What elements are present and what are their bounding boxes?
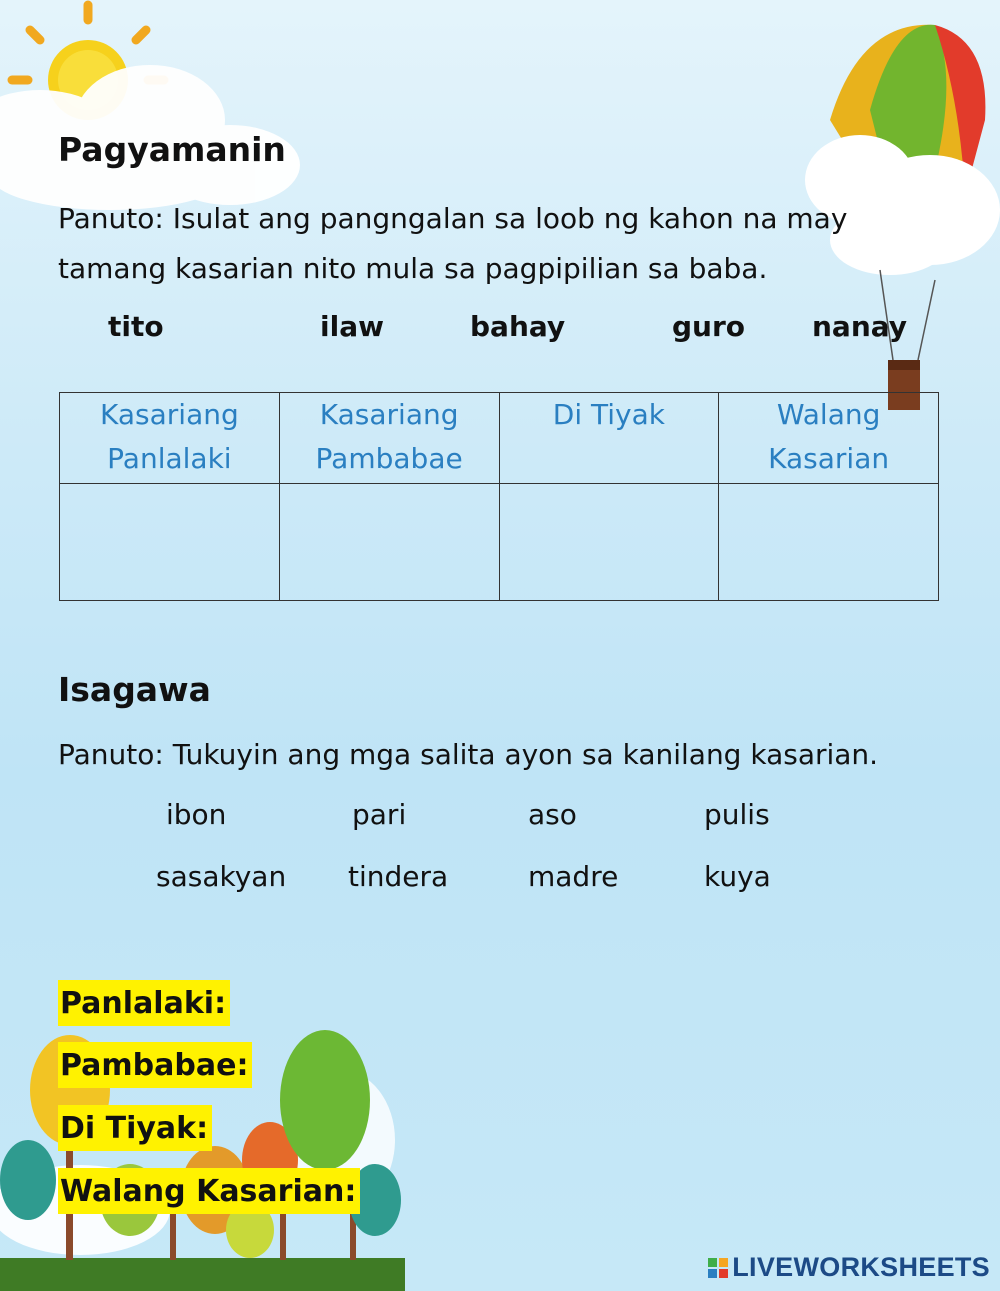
isagawa-word: madre	[528, 860, 619, 893]
isagawa-word: aso	[528, 798, 577, 831]
table-header-row	[60, 393, 939, 484]
drop-zone-walang-kasarian[interactable]	[719, 484, 939, 601]
word-choice[interactable]: ilaw	[320, 310, 384, 343]
drop-zone-pambabae[interactable]	[279, 484, 499, 601]
drop-zone-di-tiyak[interactable]	[499, 484, 719, 601]
header-kasariang-panlalaki: Kasariang Panlalaki	[60, 393, 280, 484]
liveworksheets-logo	[708, 1252, 990, 1283]
word-choice[interactable]: nanay	[812, 310, 908, 343]
brand-text: LIVEWORKSHEETS	[732, 1252, 990, 1282]
header-walang-kasarian: Walang Kasarian	[719, 393, 939, 484]
isagawa-word: tindera	[348, 860, 449, 893]
answer-label-panlalaki: Panlalaki:	[58, 980, 230, 1026]
answer-label-pambabae: Pambabae:	[58, 1042, 252, 1088]
instruction-line-2: tamang kasarian nito mula sa pagpipilian sa baba.	[58, 252, 768, 285]
liveworksheets-logo-icon	[708, 1258, 728, 1278]
isagawa-instruction: Panuto: Tukuyin ang mga salita ayon sa kanilang kasarian.	[58, 738, 879, 771]
word-choice[interactable]: bahay	[470, 310, 566, 343]
isagawa-word: kuya	[704, 860, 771, 893]
table-answer-row	[60, 484, 939, 601]
answer-label-walang-kasarian: Walang Kasarian:	[58, 1168, 360, 1214]
word-choice[interactable]: guro	[672, 310, 746, 343]
isagawa-word: pulis	[704, 798, 770, 831]
isagawa-word: sasakyan	[156, 860, 287, 893]
section-title-isagawa: Isagawa	[58, 670, 211, 709]
answer-label-di-tiyak: Di Tiyak:	[58, 1105, 212, 1151]
word-choice[interactable]: tito	[108, 310, 164, 343]
isagawa-word: ibon	[166, 798, 227, 831]
drop-zone-panlalaki[interactable]	[60, 484, 280, 601]
gender-sorting-table	[59, 392, 939, 601]
section-title-pagyamanin: Pagyamanin	[58, 130, 286, 169]
header-kasariang-pambabae: Kasariang Pambabae	[279, 393, 499, 484]
instruction-line-1: Panuto: Isulat ang pangngalan sa loob ng kahon na may	[58, 202, 848, 235]
isagawa-word: pari	[352, 798, 407, 831]
header-di-tiyak: Di Tiyak	[499, 393, 719, 484]
